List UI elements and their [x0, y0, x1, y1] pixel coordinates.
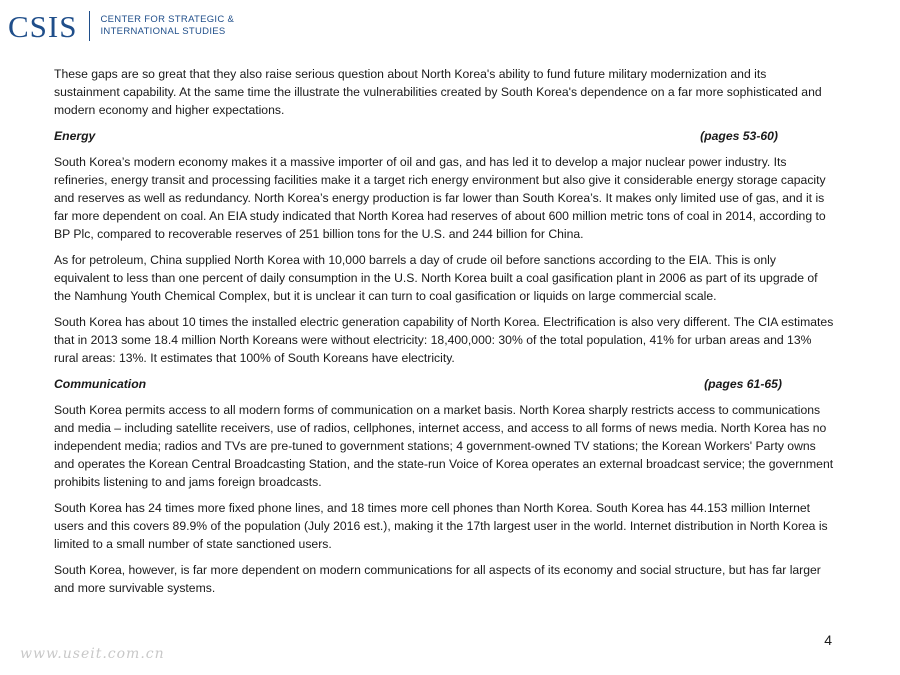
energy-paragraph: As for petroleum, China supplied North Korea with 10,000 barrels a day of crude oil before sanctions according to the EIA. This is only equivalent to less than one percent of daily consumption in the U.S. North Korea built a coal gasification plant in 2006 as part of its upgrade of the Namhung Youth Chemical Complex, but it is unclear it can turn to coal gasification or liquids on large commercial scale.	[54, 253, 818, 303]
logo-org-line1: CENTER FOR STRATEGIC &	[100, 14, 235, 25]
energy-pages: (pages 53-60)	[700, 129, 778, 143]
energy-heading	[54, 127, 834, 145]
page-number: 4	[824, 632, 832, 648]
communication-paragraph: South Korea has 24 times more fixed phone lines, and 18 times more cell phones than North Korea. South Korea has 44.153 million Internet users and this covers 89.9% of the population (July 2016 est.), making it the 17th largest user in the world. Internet distribution in North Korea is limited to a small number of state sanctioned users.	[54, 501, 828, 551]
communication-paragraph: South Korea, however, is far more dependent on modern communications for all aspects of its economy and social structure, but has far larger and more survivable systems.	[54, 563, 821, 595]
energy-paragraph: South Korea’s modern economy makes it a massive importer of oil and gas, and has led it to develop a major nuclear power industry. Its refineries, energy transit and processing facilities make it a target rich energy environment but also give it considerable energy storage capacity and reserves as well as redundancy. North Korea’s energy production is far lower than South Korea’s. It makes only limited use of gas, and it is far more dependent on coal. An EIA study indicated that North Korea had reserves of about 600 million metric tons of coal in 2014, according to BP Plc, compared to recoverable reserves of 251 billion tons for the U.S. and 244 billion for China.	[54, 155, 826, 241]
energy-title: Energy	[54, 129, 96, 143]
logo-org-name	[100, 14, 234, 38]
communication-heading	[54, 375, 834, 393]
slide-body	[54, 65, 834, 605]
logo-org-line2: INTERNATIONAL STUDIES	[100, 26, 226, 37]
intro-paragraph: These gaps are so great that they also raise serious question about North Korea's ability to fund future military modernization and its sustainment capability. At the same time the illustrate the vulnerabilities created by South Korea's dependence on a far more sophisticated and modern economy and higher expectations.	[54, 67, 822, 117]
communication-title: Communication	[54, 377, 147, 391]
energy-paragraph: South Korea has about 10 times the installed electric generation capability of North Korea. Electrification is also very different. The CIA estimates that in 2013 some 18.4 million North Koreans were without electricity: 18,400,000: 30% of the total population, 41% for urban areas and 13% rural areas: 13%. It estimates that 100% of South Koreans have electricity.	[54, 315, 834, 365]
communication-pages: (pages 61-65)	[704, 377, 782, 391]
logo-divider	[89, 11, 90, 41]
communication-paragraph: South Korea permits access to all modern forms of communication on a market basis. North Korea sharply restricts access to communications and media – including satellite receivers, use of radios, cellphones, internet access, and access to all forms of news media. North Korea has no independent media; radios and TVs are pre-tuned to government stations; 4 government-owned TV stations; the Korean Workers' Party owns and operates the Korean Central Broadcasting Station, and the state-run Voice of Korea operates an external broadcast service; the government prohibits listening to and jams foreign broadcasts.	[54, 403, 834, 489]
csis-logo	[8, 8, 234, 44]
logo-wordmark: CSIS	[8, 8, 78, 44]
watermark: www.useit.com.cn	[20, 646, 165, 662]
